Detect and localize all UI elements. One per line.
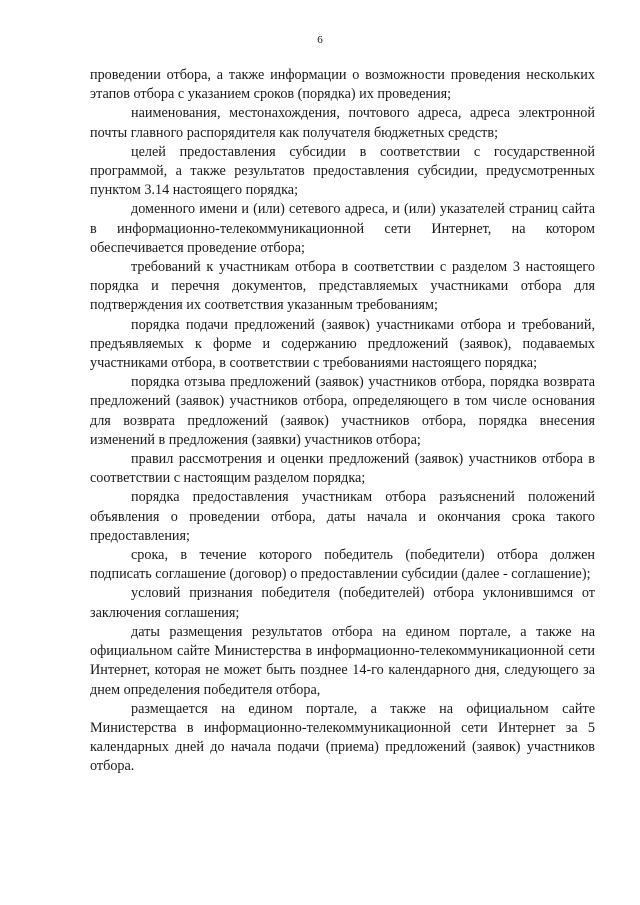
document-body bbox=[90, 66, 595, 777]
page-number: 6 bbox=[317, 34, 323, 46]
paragraph-evasion-conditions: условий признания победителя (победителей) отбора уклонившимся от заключения соглашения; bbox=[90, 585, 595, 621]
paragraph-withdrawal-procedure: порядка отзыва предложений (заявок) участников отбора, порядка возврата предложений (заявок) участников отбора, определяющего в том числе основания для возврата предложений (заявок) участников отбора, порядка внесения изменений в предложения (заявки) участников отбора; bbox=[90, 374, 595, 448]
paragraph-clarification-procedure: порядка предоставления участникам отбора разъяснений положений объявления о проведении отбора, даты начала и окончания срока такого предоставления; bbox=[90, 489, 595, 544]
paragraph-publication-timing: размещается на едином портале, а также на официальном сайте Министерства в информационно-телекоммуникационной сети Интернет за 5 календарных дней до начала подачи (приема) предложений (заявок) участников отбора. bbox=[90, 700, 595, 775]
paragraph-subsidy-goals: целей предоставления субсидии в соответствии с государственной программой, а также результатов предоставления субсидии, предусмотренных пунктом 3.14 настоящего порядка; bbox=[90, 143, 595, 199]
paragraph-recipient-details: наименования, местонахождения, почтового адреса, адреса электронной почты главного распорядителя как получателя бюджетных средств; bbox=[90, 105, 595, 141]
paragraph-website-address: доменного имени и (или) сетевого адреса, и (или) указателей страниц сайта в информационно-телекоммуникационной сети Интернет, на котором обеспечивается проведение отбора; bbox=[90, 201, 595, 256]
paragraph-signing-deadline: срока, в течение которого победитель (победители) отбора должен подписать соглашение (договор) о предоставлении субсидии (далее - соглашение); bbox=[90, 547, 595, 583]
paragraph-continuation: проведении отбора, а также информации о возможности проведения нескольких этапов отбора с указанием сроков (порядка) их проведения; bbox=[90, 67, 595, 103]
paragraph-results-publication-date: даты размещения результатов отбора на едином портале, а также на официальном сайте Министерства в информационно-телекоммуникационной сети Интернет, которая не может быть позднее 14-го календарного дня, следующего за днем определения победителя отбора, bbox=[90, 623, 595, 698]
paragraph-evaluation-rules: правил рассмотрения и оценки предложений (заявок) участников отбора в соответствии с настоящим разделом порядка; bbox=[90, 451, 595, 487]
paragraph-submission-procedure: порядка подачи предложений (заявок) участниками отбора и требований, предъявляемых к форме и содержанию предложений (заявок), подаваемых участниками отбора, в соответствии с требованиями настоящего порядка; bbox=[90, 316, 595, 372]
paragraph-participant-requirements: требований к участникам отбора в соответствии с разделом 3 настоящего порядка и перечня документов, представляемых участниками отбора для подтверждения их соответствия указанным требованиям; bbox=[90, 259, 595, 314]
